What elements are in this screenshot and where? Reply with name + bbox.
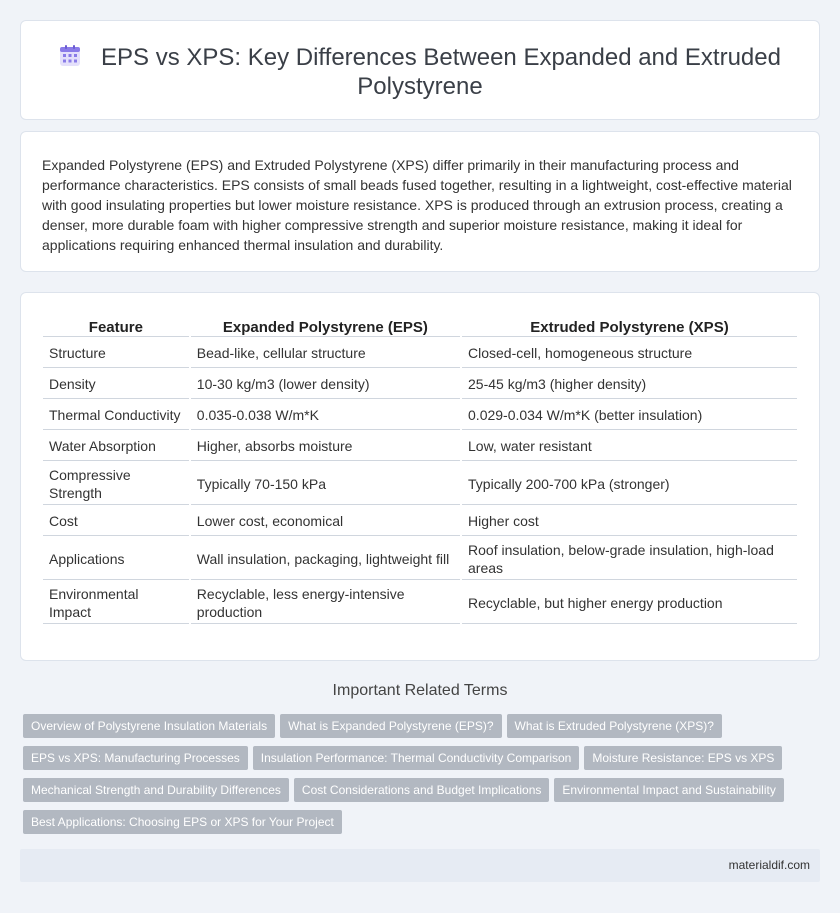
feature-cell: Water Absorption [43, 432, 189, 461]
eps-cell: Wall insulation, packaging, lightweight fill [191, 538, 460, 580]
eps-cell: 10-30 kg/m3 (lower density) [191, 370, 460, 399]
intro-paragraph: Expanded Polystyrene (EPS) and Extruded Polystyrene (XPS) differ primarily in their manufacturing process and performance characteristics. EPS consists of small beads fused together, resulting in a lightweight, cost-effective material with good insulating properties but lower moisture resistance. XPS is produced through an extrusion process, creating a denser, more durable foam with higher compressive strength and superior moisture resistance, making it ideal for applications requiring enhanced thermal insulation and durability. [42, 157, 792, 253]
header-card [20, 20, 820, 120]
tag-environment[interactable]: Environmental Impact and Sustainability [554, 778, 783, 802]
eps-cell: 0.035-0.038 W/m*K [191, 401, 460, 430]
footer-site[interactable]: materialdif.com [728, 858, 810, 872]
header-xps: Extruded Polystyrene (XPS) [462, 317, 797, 337]
footer [20, 849, 820, 882]
comparison-table [41, 315, 799, 626]
xps-cell: Closed-cell, homogeneous structure [462, 339, 797, 368]
tag-cost[interactable]: Cost Considerations and Budget Implications [294, 778, 549, 802]
table-row [43, 432, 797, 461]
table-row [43, 507, 797, 536]
tag-row [23, 778, 813, 810]
table-row [43, 463, 797, 505]
feature-cell: Structure [43, 339, 189, 368]
table-row [43, 538, 797, 580]
tag-what-is-eps[interactable]: What is Expanded Polystyrene (EPS)? [280, 714, 501, 738]
tag-overview[interactable]: Overview of Polystyrene Insulation Materials [23, 714, 275, 738]
intro-card [20, 131, 820, 272]
comparison-card [20, 292, 820, 661]
table-header-row [43, 317, 797, 337]
feature-cell: Density [43, 370, 189, 399]
page-header [21, 43, 819, 101]
tag-manufacturing[interactable]: EPS vs XPS: Manufacturing Processes [23, 746, 248, 770]
xps-cell: 25-45 kg/m3 (higher density) [462, 370, 797, 399]
table-row [43, 582, 797, 624]
related-terms-title: Important Related Terms [332, 682, 508, 699]
xps-cell: Roof insulation, below-grade insulation, high-load areas [462, 538, 797, 580]
eps-cell: Recyclable, less energy-intensive production [191, 582, 460, 624]
xps-cell: Low, water resistant [462, 432, 797, 461]
xps-cell: Higher cost [462, 507, 797, 536]
table-row [43, 370, 797, 399]
tag-row [23, 746, 813, 778]
feature-cell: Thermal Conductivity [43, 401, 189, 430]
feature-cell: Compressive Strength [43, 463, 189, 505]
page-title: EPS vs XPS: Key Differences Between Expanded and Extruded Polystyrene [101, 44, 781, 100]
table-row [43, 339, 797, 368]
eps-cell: Lower cost, economical [191, 507, 460, 536]
eps-cell: Bead-like, cellular structure [191, 339, 460, 368]
feature-cell: Applications [43, 538, 189, 580]
table-row [43, 401, 797, 430]
header-feature: Feature [43, 317, 189, 337]
header-eps: Expanded Polystyrene (EPS) [191, 317, 460, 337]
tag-applications[interactable]: Best Applications: Choosing EPS or XPS for Your Project [23, 810, 342, 834]
tag-thermal[interactable]: Insulation Performance: Thermal Conductivity Comparison [253, 746, 580, 770]
tag-row [23, 714, 813, 746]
tag-row [23, 810, 813, 842]
xps-cell: Typically 200-700 kPa (stronger) [462, 463, 797, 505]
eps-cell: Typically 70-150 kPa [191, 463, 460, 505]
eps-cell: Higher, absorbs moisture [191, 432, 460, 461]
feature-cell: Environmental Impact [43, 582, 189, 624]
xps-cell: Recyclable, but higher energy production [462, 582, 797, 624]
calendar-grid-icon [59, 45, 81, 67]
related-terms-list [23, 714, 813, 842]
tag-what-is-xps[interactable]: What is Extruded Polystyrene (XPS)? [507, 714, 722, 738]
tag-strength[interactable]: Mechanical Strength and Durability Differences [23, 778, 289, 802]
xps-cell: 0.029-0.034 W/m*K (better insulation) [462, 401, 797, 430]
feature-cell: Cost [43, 507, 189, 536]
tag-moisture[interactable]: Moisture Resistance: EPS vs XPS [584, 746, 782, 770]
